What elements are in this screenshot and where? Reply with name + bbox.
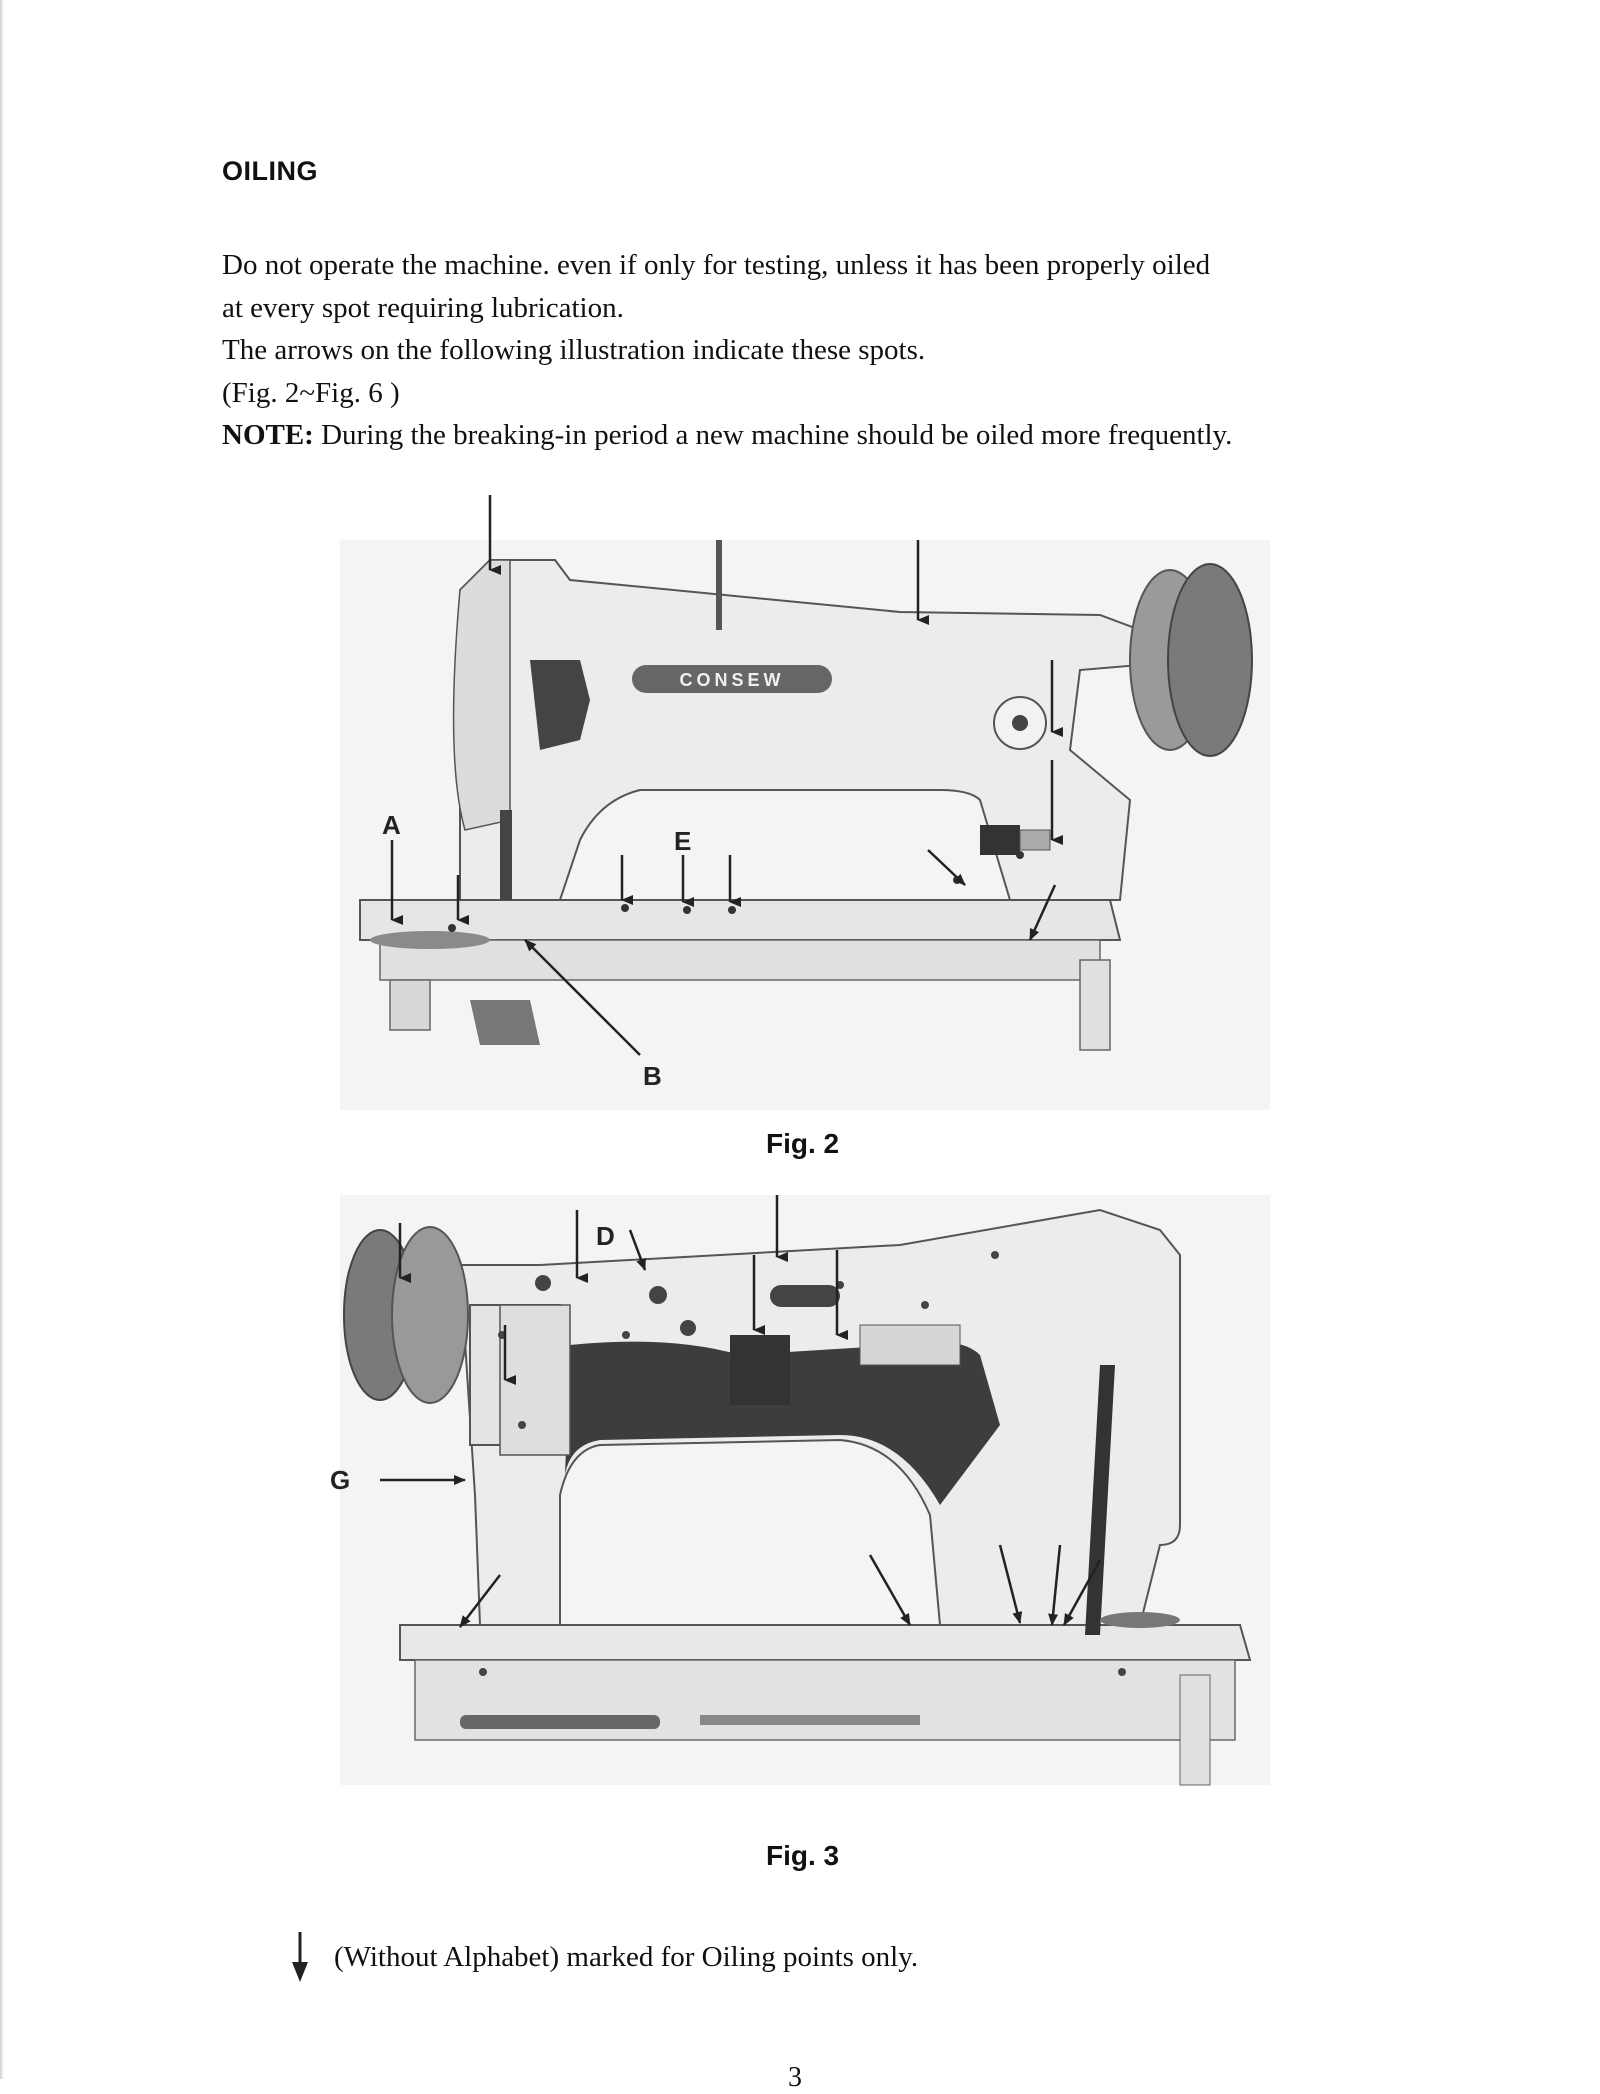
page-number: 3 (788, 2062, 802, 2093)
brand-plate: CONSEW (679, 670, 785, 690)
sewing-machine-back-illustration (330, 1195, 1270, 1795)
note-text: During the breaking-in period a new machine should be oiled more frequently. (313, 419, 1233, 451)
label-e: E (674, 826, 692, 856)
label-d: D (596, 1221, 615, 1251)
page-edge (0, 0, 4, 2079)
paragraph-line: (Fig. 2~Fig. 6 ) (222, 376, 400, 409)
down-arrow-icon (290, 1932, 310, 1982)
legend-text: (Without Alphabet) marked for Oiling points only. (334, 1940, 919, 1973)
label-a: A (382, 810, 401, 840)
figure-3 (330, 1195, 1270, 1795)
figure-2-caption: Fig. 2 (766, 1128, 840, 1159)
label-b: B (643, 1061, 662, 1091)
figure-3-caption: Fig. 3 (766, 1840, 840, 1871)
figure-2 (340, 500, 1270, 1110)
paragraph-line: Do not operate the machine. even if only for testing, unless it has been properly oiled (222, 249, 1211, 281)
body-text (222, 244, 1402, 457)
paragraph-line: at every spot requiring lubrication. (222, 291, 624, 324)
legend (290, 1932, 918, 1982)
note-paragraph (222, 414, 1402, 457)
note-label: NOTE: (222, 419, 314, 451)
paragraph-line: The arrows on the following illustration indicate these spots. (222, 334, 926, 366)
section-heading: OILING (222, 156, 318, 186)
sewing-machine-front-illustration (340, 500, 1270, 1110)
label-g: G (330, 1465, 351, 1495)
